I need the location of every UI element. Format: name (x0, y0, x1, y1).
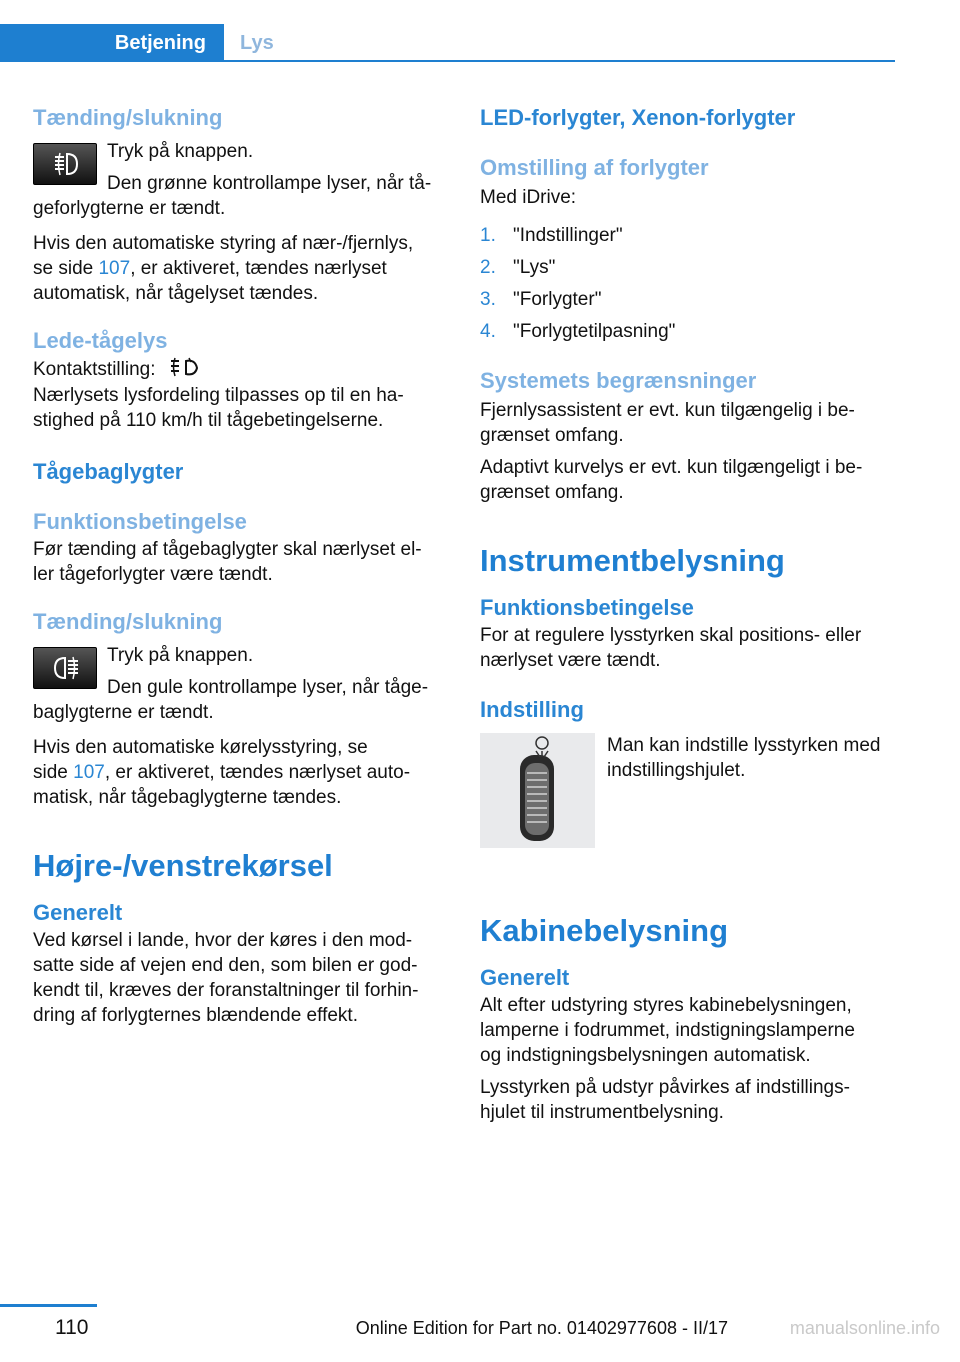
text: dring af forlygternes blændende effekt. (33, 1005, 358, 1026)
text: Før tænding af tågebaglygter skal nærlyset el‐ (33, 539, 422, 560)
text: Hvis den automatiske kørelysstyring, se (33, 737, 368, 758)
text: Kontaktstilling: (33, 359, 156, 380)
heading-funktionsbetingelse: Funktionsbetingelse (33, 509, 247, 534)
tab-betjening-label: Betjening (114, 32, 206, 54)
text: Adaptivt kurvelys er evt. kun tilgængeligt i be‐ (480, 457, 863, 478)
text: Med iDrive: (480, 187, 577, 208)
dimmer-wheel-icon (480, 733, 595, 848)
text: indstillingshjulet. (607, 760, 746, 781)
list-number: 4. (480, 321, 496, 342)
text: hjulet til instrumentbelysning. (480, 1102, 724, 1123)
text: Lysstyrken på udstyr påvirkes af indstillings‐ (480, 1077, 850, 1098)
idrive-steps-list (480, 220, 900, 348)
heading-funktionsbetingelse-2: Funktionsbetingelse (480, 595, 694, 620)
heading-systemets-begraensninger: Systemets begrænsninger (480, 368, 757, 393)
edition-text: Online Edition for Part no. 01402977608 - II/17 (355, 1318, 728, 1338)
text: grænset omfang. (480, 482, 624, 503)
text: ler tågeforlygter være tændt. (33, 564, 273, 585)
tab-lys: Lys (240, 32, 274, 54)
list-text: "Lys" (513, 257, 556, 278)
text (33, 256, 453, 281)
list-text: "Indstillinger" (513, 225, 623, 246)
text: automatisk, når tågelyset tændes. (33, 283, 319, 304)
text: kendt til, kræves der foranstaltninger til forhin‐ (33, 980, 419, 1001)
text: , er aktiveret, tændes nærlyset (130, 258, 387, 279)
text: Nærlysets lysfordeling tilpasses op til en ha‐ (33, 385, 404, 406)
rear-fog-light-button-icon (33, 647, 97, 689)
text: grænset omfang. (480, 425, 624, 446)
text: Ved kørsel i lande, hvor der køres i den mod‐ (33, 930, 413, 951)
front-fog-light-button-icon (33, 143, 97, 185)
heading-omstilling: Omstilling af forlygter (480, 155, 709, 180)
text: Den gule kontrollampe lyser, når tåge‐ (107, 677, 429, 698)
heading-indstilling: Indstilling (480, 697, 584, 722)
heading-kabinebelysning: Kabinebelysning (480, 913, 729, 948)
text: Tryk på knappen. (107, 645, 254, 666)
right-column (480, 100, 900, 1125)
text: Man kan indstille lysstyrken med (607, 735, 881, 756)
footer-rule (0, 1304, 97, 1307)
text: For at regulere lysstyrken skal positions- eller (480, 625, 862, 646)
text: Hvis den automatiske styring af nær-/fjernlys, (33, 233, 414, 254)
text: satte side af vejen end den, som bilen er god‐ (33, 955, 418, 976)
list-number: 3. (480, 289, 496, 310)
list-text: "Forlygter" (513, 289, 602, 310)
indstilling-block (480, 727, 900, 871)
text: side (33, 762, 74, 783)
list-text: "Forlygtetilpasning" (513, 321, 676, 342)
list-number: 1. (480, 225, 496, 246)
text: Fjernlysassistent er evt. kun tilgængelig i be‐ (480, 400, 855, 421)
text: nærlyset være tændt. (480, 650, 661, 671)
front-fog-block (33, 139, 453, 196)
list-number: 2. (480, 257, 496, 278)
heading-lede-taagelys: Lede-tågelys (33, 328, 168, 353)
text (33, 356, 453, 382)
watermark: manualsonline.info (789, 1318, 940, 1338)
heading-instrumentbelysning: Instrumentbelysning (480, 543, 785, 578)
page-number: 110 (55, 1316, 89, 1339)
heading-hoejre-venstrekoersel: Højre-/venstrekørsel (33, 848, 333, 883)
heading-generelt: Generelt (33, 900, 123, 925)
heading-taending-slukning-2: Tænding/slukning (33, 609, 223, 634)
text: og indstigningsbelysningen automatisk. (480, 1045, 811, 1066)
text: lamperne i fodrummet, indstigningslamperne (480, 1020, 855, 1041)
heading-led-forlygter: LED-forlygter, Xenon-forlygter (480, 105, 796, 130)
tab-betjening (0, 24, 224, 62)
heading-taending-slukning: Tænding/slukning (33, 105, 223, 130)
page-link-107-2[interactable]: 107 (73, 762, 105, 783)
text: geforlygterne er tændt. (33, 198, 226, 219)
list-item (480, 252, 900, 284)
list-item (480, 220, 900, 252)
header-rule (0, 60, 895, 62)
text: se side (33, 258, 99, 279)
heading-taagebaglygter: Tågebaglygter (33, 459, 184, 484)
text: Alt efter udstyring styres kabinebelysningen, (480, 995, 852, 1016)
heading-generelt-2: Generelt (480, 965, 570, 990)
text: Den grønne kontrollampe lyser, når tå‐ (107, 173, 432, 194)
rear-fog-block (33, 643, 453, 700)
text: Tryk på knappen. (107, 141, 254, 162)
page-link-107[interactable]: 107 (98, 258, 131, 279)
text (33, 760, 453, 785)
text: matisk, når tågebaglygterne tændes. (33, 787, 342, 808)
list-item (480, 316, 900, 348)
text: baglygterne er tændt. (33, 702, 214, 723)
text: stighed på 110 km/h til tågebetingelserne. (33, 410, 384, 431)
dimmer-wheel-image (480, 733, 595, 848)
fog-light-switch-icon (167, 356, 203, 378)
list-item (480, 284, 900, 316)
left-column (33, 100, 453, 1028)
text: , er aktiveret, tændes nærlyset auto‐ (104, 762, 411, 783)
